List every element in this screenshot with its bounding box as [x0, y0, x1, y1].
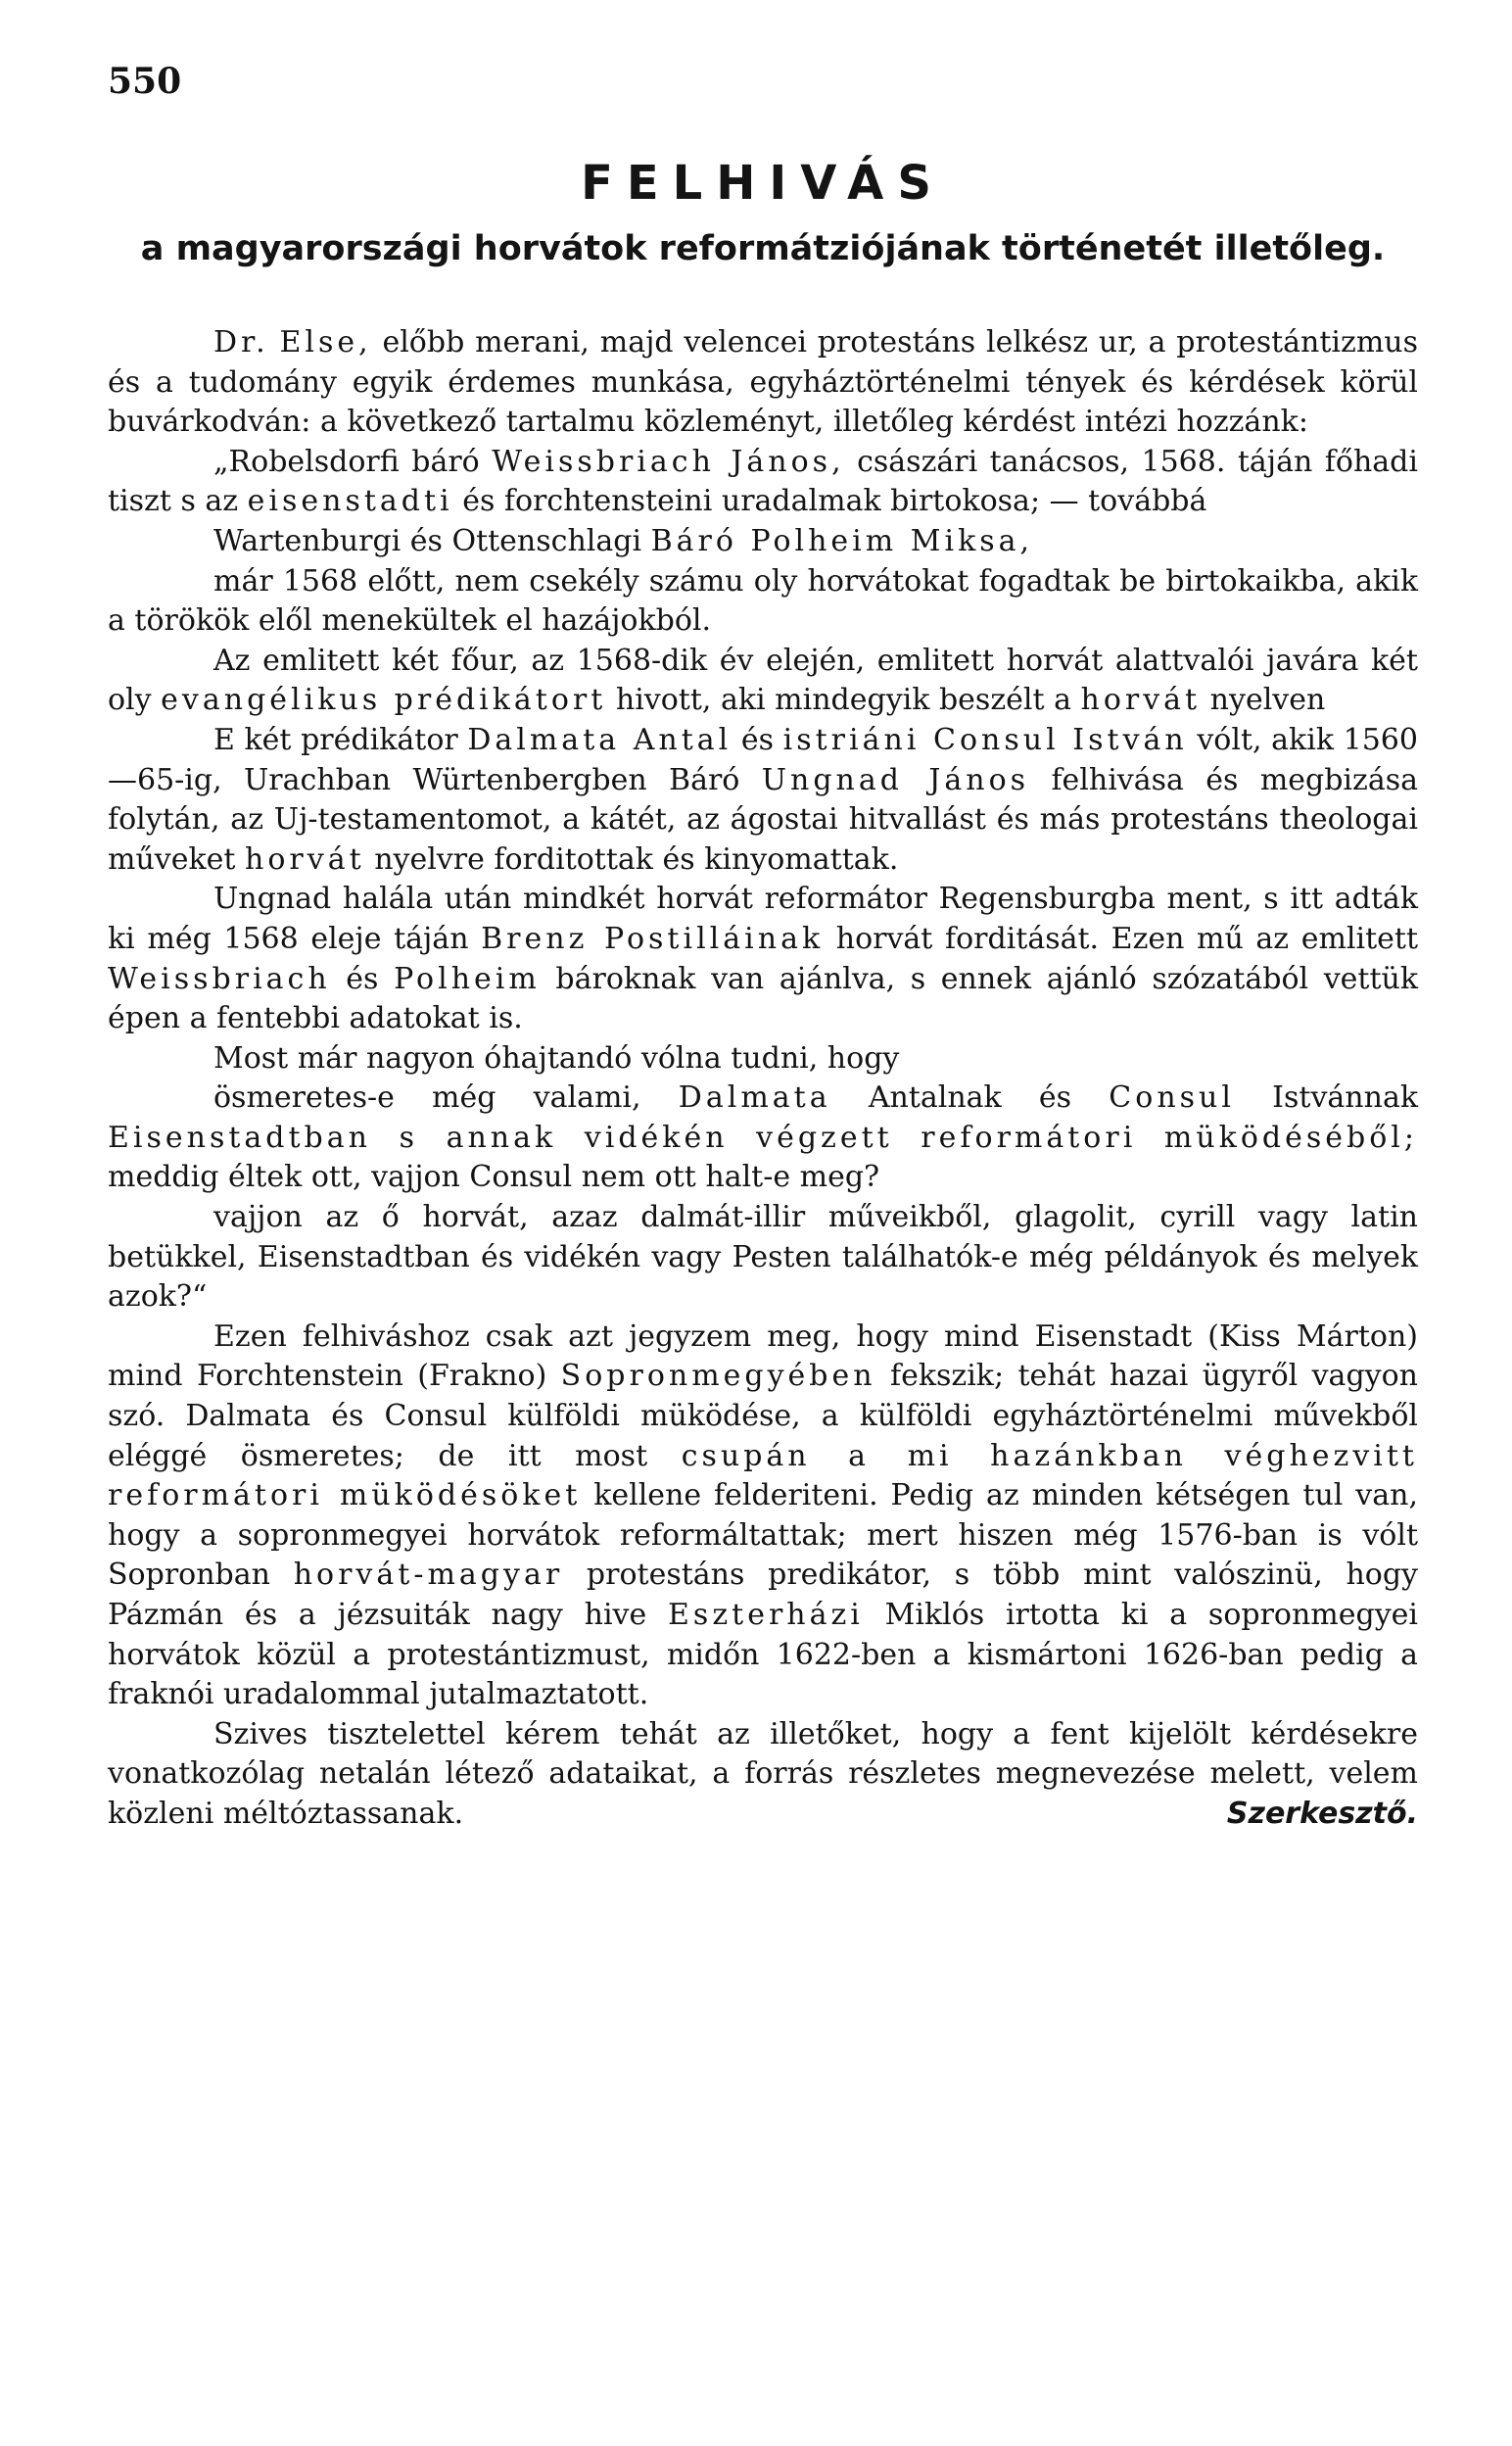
text-spaced: csupán a mi hazánkban véghezvitt reformátori müködésöket — [108, 1438, 1418, 1513]
text-run: E két prédikátor — [213, 722, 458, 757]
text-run: felhivása és megbizása folytán, az Uj-testamentomot, a kátét, az ágostai hitvallást és más protestáns theologai műveket — [108, 762, 1419, 877]
paragraph-closing — [108, 1715, 1418, 1835]
text-spaced: Dalmata Antal — [467, 722, 732, 757]
text-run: fekszik; tehát hazai ügyről vagyon szó. Dalmata és Consul külföldi müködése, a külföldi egyháztörténelmi művekből eléggé ösmeretes; de itt most — [108, 1359, 1418, 1473]
text-run: „Robelsdorfi báró — [213, 444, 480, 479]
text-run: Miklós irtotta ki a sopronmegyei horvátok közül a protestántizmust, midőn 1622-ben a kismártoni 1626-ban pedig a fraknói uradalommal jutalmaztatott. — [108, 1598, 1419, 1712]
text-run: bároknak van ajánlva, s ennek ajánló szózatából vettük épen a fentebbi adatokat is. — [108, 961, 1419, 1036]
text-run: Ungnad halála után mindkét horvát reformátor Regensburgba ment, s itt adták ki még 1568 eleje táján — [108, 882, 1418, 956]
text-run: kellene felderiteni. Pedig az minden kétségen tul van, hogy a sopronmegyei horvátok reformáltattak; mert hiszen még 1576-ban is vólt Sopronban — [108, 1478, 1418, 1593]
text-spaced: horvát-magyar — [293, 1558, 564, 1593]
text-spaced: Eszterházi — [668, 1598, 864, 1632]
text-run: horvát forditását. Ezen mű az emlitett — [835, 921, 1419, 956]
text-spaced: Else, — [279, 325, 372, 360]
text-spaced: Dr. — [213, 325, 269, 360]
text-run: Wartenburgi és Ottenschlagi — [213, 523, 642, 558]
text-spaced: evangélikus prédikátort — [161, 683, 607, 718]
paragraph-editor-note — [108, 1318, 1418, 1715]
text-run: hivott, aki mindegyik beszélt a — [615, 683, 1071, 718]
text-run: nyelvre forditottak és kinyomattak. — [374, 841, 899, 877]
text-run: protestáns predikátor, s több mint valószinü, hogy Pázmán és a jézsuiták nagy hive — [108, 1558, 1419, 1632]
text-run: Ezen felhiváshoz csak azt jegyzem meg, hogy mind Eisenstadt (Kiss Márton) mind Forchtenstein (Frakno) — [108, 1319, 1418, 1394]
text-run: meddig éltek ott, vajjon Consul nem ott halt-e meg? — [108, 1160, 880, 1195]
text-run: vólt, akik 1560—65-ig, Urachban Würtenbergben Báró — [108, 722, 1418, 797]
paragraph-intro — [108, 323, 1418, 443]
text-spaced: eisenstadti — [247, 484, 453, 519]
text-spaced: horvát — [1080, 683, 1202, 718]
heading — [108, 155, 1418, 272]
text-spaced: horvát — [245, 841, 365, 877]
paragraph-regensburg — [108, 880, 1418, 1038]
text-spaced: Eisenstadtban s annak vidékén végzett reformátori müködéséből; — [108, 1120, 1418, 1155]
text-spaced: Polheim — [394, 961, 541, 996]
paragraph-question-lead: Most már nagyon óhajtandó vólna tudni, hogy — [213, 1040, 900, 1076]
paragraph-polheim — [108, 522, 1418, 562]
paragraph-question-1 — [108, 1079, 1418, 1198]
text-spaced: istriáni Consul István — [782, 722, 1188, 757]
paragraph-dalmata-consul — [108, 721, 1418, 880]
page-title: FELHIVÁS — [581, 156, 945, 211]
text-run: és — [740, 722, 775, 757]
text-run: Istvánnak — [1272, 1080, 1419, 1116]
text-run: Az emlitett két főur, az 1568-dik év elején, emlitett horvát alattvalói javára két oly — [108, 643, 1418, 718]
text-spaced: Dalmata — [678, 1080, 831, 1116]
paragraph-refugees: már 1568 előtt, nem csekély számu oly horvátokat fogadtak be birtokaikba, akik a törökök elől menekültek el hazájokból. — [108, 563, 1418, 639]
page-number: 550 — [108, 61, 182, 102]
text-run: és forchtensteini uradalmak birtokosa; — továbbá — [462, 484, 1207, 519]
text-spaced: Weissbriach János, — [492, 444, 845, 479]
text-spaced: Báró Polheim Miksa, — [650, 523, 1034, 558]
paragraph-weissbriach — [108, 443, 1418, 522]
text-spaced: Sopronmegyében — [560, 1359, 876, 1394]
editor-signature: Szerkesztő. — [1226, 1796, 1418, 1831]
text-spaced: Weissbriach — [108, 961, 331, 996]
text-run: előbb merani, majd velencei protestáns lelkész ur, a protestántizmus és a tudomány egyik érdemes munkása, egyháztörténelmi tények és kérdések körül buvárkodván: a következő tartalmu közleményt, illetőleg kérdést intézi hozzánk: — [108, 325, 1418, 440]
text-spaced: Consul — [1109, 1080, 1235, 1116]
text-run: ösmeretes-e még valami, — [213, 1080, 641, 1116]
text-run: császári tanácsos, 1568. táján főhadi tiszt s az — [108, 444, 1418, 519]
text-spaced: Ungnad János — [761, 762, 1030, 797]
text-run: Antalnak és — [868, 1080, 1072, 1116]
page-subtitle: a magyarországi horvátok reformátziójának történetét illetőleg. — [140, 229, 1386, 268]
text-run: nyelven — [1209, 683, 1326, 718]
text-run: és — [346, 961, 379, 996]
article-body — [108, 323, 1418, 1835]
paragraph-question-2: vajjon az ő horvát, azaz dalmát-illir műveikből, glagolit, cyrill vagy latin betükkel, Eisenstadtban és vidékén vagy Pesten találhatók-e még példányok és melyek azok?“ — [108, 1200, 1418, 1315]
text-spaced: Brenz Postilláinak — [481, 921, 825, 956]
text-run: Szives tisztelettel kérem tehát az illetőket, hogy a fent kijelölt kérdésekre vonatkozólag netalán létező adataikat, a forrás részletes megnevezése melett, velem közleni méltóztassanak. — [108, 1716, 1418, 1831]
paragraph-preachers — [108, 642, 1418, 721]
